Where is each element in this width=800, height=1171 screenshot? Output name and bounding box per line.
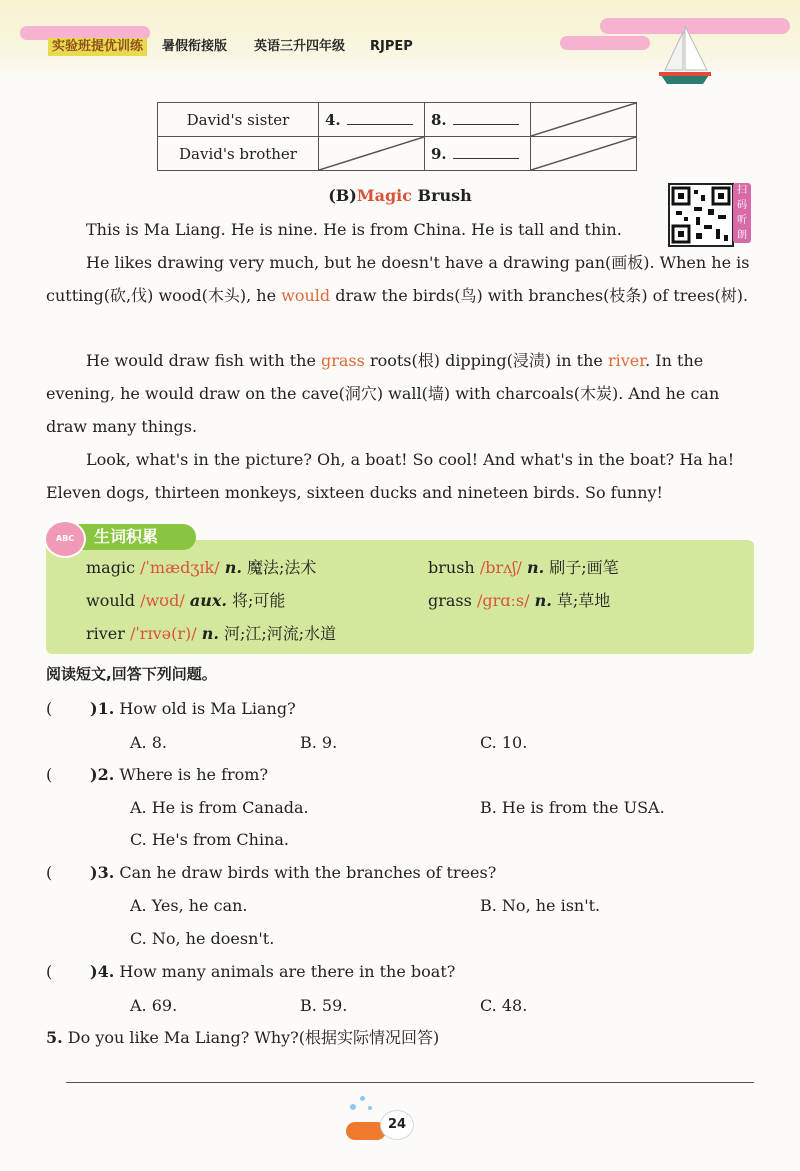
- paragraph-text: Look, what's in the picture? Oh, a boat! So cool! And what's in the boat? Ha ha! Eleven dogs, thirteen monkeys, sixteen ducks and nineteen birds. So funny!: [46, 450, 735, 502]
- blank-cell: [425, 137, 531, 171]
- header-cloud-right: [560, 36, 650, 50]
- vocab-item: [428, 558, 619, 578]
- table-row: [158, 137, 637, 171]
- option-c[interactable]: C. 48.: [480, 996, 528, 1015]
- paragraph-text: draw the birds(鸟) with branches(枝条) of trees(树).: [330, 286, 749, 305]
- option-b[interactable]: B. 59.: [300, 996, 348, 1015]
- header-series: 实验班提优训练: [48, 38, 147, 56]
- option-b[interactable]: B. No, he isn't.: [480, 896, 601, 915]
- vocab-item: [86, 624, 336, 644]
- question-3: [90, 863, 496, 883]
- instruction: 阅读短文,回答下列问题。: [46, 665, 217, 683]
- vocab-meaning: 将;可能: [232, 591, 286, 610]
- title-word-magic: Magic: [356, 186, 412, 205]
- piggy-bank-icon: ABC: [44, 520, 86, 558]
- vocab-pos: n.: [534, 591, 552, 610]
- paragraph-3: [46, 344, 756, 443]
- answer-blank[interactable]: [453, 144, 519, 159]
- vocab-meaning: 魔法;法术: [247, 558, 317, 577]
- question-number: )2.: [90, 765, 115, 784]
- vocab-pos: n.: [526, 558, 545, 577]
- answer-paren-open[interactable]: (: [46, 765, 53, 784]
- highlight-word: river: [607, 351, 646, 370]
- answer-blank[interactable]: [453, 110, 519, 125]
- header-code: RJPEP: [370, 39, 413, 54]
- crossed-cell: [531, 103, 637, 137]
- bubble-decoration: [368, 1106, 372, 1110]
- paragraph-2: [46, 246, 756, 312]
- page-number: 24: [380, 1110, 414, 1140]
- option-a[interactable]: A. Yes, he can.: [130, 896, 248, 915]
- crossed-cell: [531, 137, 637, 171]
- vocab-meaning: 草;草地: [556, 591, 611, 610]
- vocab-pos: n.: [201, 624, 219, 643]
- answer-paren-open[interactable]: (: [46, 863, 53, 882]
- blank-cell: [425, 103, 531, 137]
- paragraph-text: He would draw fish with the: [86, 351, 321, 370]
- question-2: [90, 765, 268, 785]
- question-number: 5.: [46, 1028, 63, 1047]
- vocab-meaning: 河;江;河流;水道: [224, 624, 337, 643]
- option-c[interactable]: C. He's from China.: [130, 830, 290, 849]
- vocab-word: river: [86, 624, 125, 643]
- blank-number: 4.: [325, 111, 341, 129]
- paragraph-text: . In the evening, he would draw on the cave(洞穴) wall(墙) with charcoals(木炭). And he can draw many things.: [46, 351, 720, 436]
- title-word-brush: Brush: [417, 186, 472, 205]
- sailboat-icon: [655, 22, 715, 90]
- question-1: [90, 699, 296, 719]
- header-edition: 暑假衔接版: [162, 39, 228, 54]
- highlight-word: would: [281, 286, 331, 305]
- header-subject: 英语三升四年级: [254, 39, 346, 54]
- vocab-item: [86, 591, 285, 611]
- bubble-decoration: [350, 1104, 356, 1110]
- vocab-item: [428, 591, 610, 611]
- question-text: Do you like Ma Liang? Why?(根据实际情况回答): [67, 1028, 440, 1047]
- option-c[interactable]: C. No, he doesn't.: [130, 929, 275, 948]
- vocab-meaning: 刷子;画笔: [549, 558, 619, 577]
- vocab-phonetic: /wʊd/: [140, 591, 185, 610]
- blank-number: 9.: [431, 145, 447, 163]
- vocab-word: grass: [428, 591, 472, 610]
- bubble-decoration: [360, 1096, 365, 1101]
- vocab-phonetic: /ˈrɪvə(r)/: [130, 624, 197, 643]
- table-row: [158, 103, 637, 137]
- option-c[interactable]: C. 10.: [480, 733, 528, 752]
- question-number: )1.: [90, 699, 115, 718]
- vocab-item: [86, 558, 316, 578]
- paragraph-text: This is Ma Liang. He is nine. He is from China. He is tall and thin.: [86, 220, 622, 239]
- row-name: David's sister: [158, 103, 319, 137]
- vocab-phonetic: /grɑːs/: [476, 591, 530, 610]
- paragraph-text: roots(根) dipping(浸渍) in the: [364, 351, 608, 370]
- question-number: )3.: [90, 863, 115, 882]
- question-number: )4.: [90, 962, 115, 981]
- family-table: [157, 102, 637, 171]
- paragraph-1: [46, 213, 756, 246]
- vocab-word: brush: [428, 558, 475, 577]
- option-b[interactable]: B. 9.: [300, 733, 338, 752]
- blank-cell: [319, 103, 425, 137]
- question-text: Can he draw birds with the branches of trees?: [119, 863, 497, 882]
- question-text: How many animals are there in the boat?: [119, 962, 456, 981]
- option-a[interactable]: A. 8.: [130, 733, 167, 752]
- vocab-word: would: [86, 591, 135, 610]
- blank-number: 8.: [431, 111, 447, 129]
- vocab-title: 生词积累: [48, 524, 196, 550]
- question-text: How old is Ma Liang?: [119, 699, 296, 718]
- vocab-pos: n.: [224, 558, 242, 577]
- question-5: [46, 1028, 439, 1048]
- option-a[interactable]: A. 69.: [130, 996, 178, 1015]
- option-a[interactable]: A. He is from Canada.: [130, 798, 309, 817]
- row-name: David's brother: [158, 137, 319, 171]
- highlight-word: grass: [321, 351, 365, 370]
- answer-line[interactable]: [66, 1082, 754, 1083]
- vocab-phonetic: /ˈmædʒɪk/: [140, 558, 220, 577]
- question-text: Where is he from?: [119, 765, 269, 784]
- paragraph-4: [46, 443, 756, 509]
- vocab-phonetic: /brʌʃ/: [479, 558, 522, 577]
- paragraph-text: He likes drawing very much, but he doesn't have a drawing pan(画板). When he is cutting(砍,伐) wood(木头), he: [46, 253, 750, 305]
- question-4: [90, 962, 455, 982]
- option-b[interactable]: B. He is from the USA.: [480, 798, 665, 817]
- crossed-cell: [319, 137, 425, 171]
- vocab-word: magic: [86, 558, 136, 577]
- answer-blank[interactable]: [347, 110, 413, 125]
- section-label: (B): [328, 186, 357, 205]
- answer-paren-open[interactable]: (: [46, 962, 53, 981]
- qr-label: 扫码听朗读: [733, 183, 751, 243]
- answer-paren-open[interactable]: (: [46, 699, 53, 718]
- vocab-pos: aux.: [189, 591, 227, 610]
